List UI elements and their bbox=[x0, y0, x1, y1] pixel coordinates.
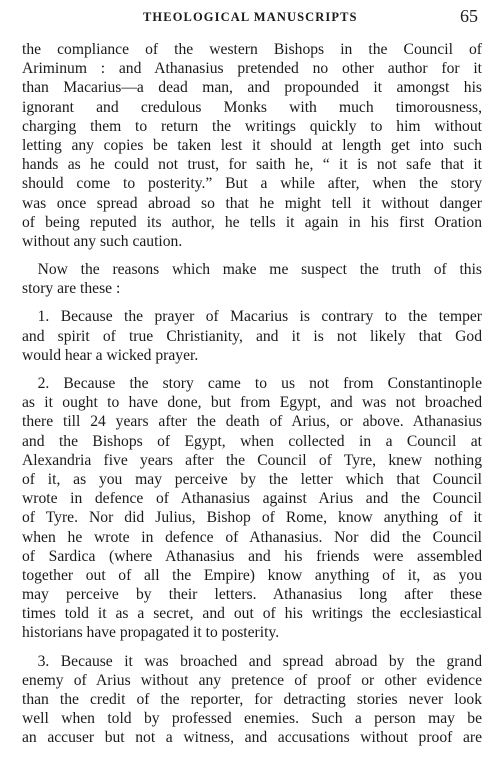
paragraph-gap bbox=[22, 365, 482, 374]
paragraph-gap bbox=[22, 251, 482, 260]
text-line: without any such caution. bbox=[22, 232, 183, 250]
paragraph bbox=[22, 652, 482, 748]
book-page bbox=[22, 0, 482, 748]
paragraph-gap bbox=[22, 643, 482, 652]
text-line: 2. Because the story came to us not from Constantinople bbox=[22, 375, 482, 392]
text-line: the compliance of the western Bishops in the Council of bbox=[22, 41, 482, 58]
paragraph bbox=[22, 307, 482, 365]
text-line: as it ought to have done, but from Egypt, and was not broached bbox=[22, 394, 482, 412]
text-line: letting any copies be taken lest it should at length get into such bbox=[22, 136, 482, 154]
text-line: there till 24 years after the death of Arius, or above. Athanasius bbox=[22, 413, 482, 431]
text-line: was once spread abroad so that he might tell it without danger bbox=[22, 194, 482, 212]
text-line: of Sardica (where Athanasius and his friends were assembled bbox=[22, 547, 482, 565]
paragraph bbox=[22, 260, 482, 298]
text-line: Alexandria five years after the Council of Tyre, knew nothing bbox=[22, 451, 482, 469]
text-line: of it, as you may perceive by the letter which that Council bbox=[22, 470, 482, 488]
text-line: together out of all the Empire) know anything of it, as you bbox=[22, 566, 482, 584]
text-line: 1. Because the prayer of Macarius is contrary to the temper bbox=[22, 308, 482, 326]
paragraph bbox=[22, 374, 482, 643]
text-line: well when told by professed enemies. Such a person may be bbox=[22, 710, 482, 728]
text-line: and spirit of true Christianity, and it is not likely that God bbox=[22, 327, 482, 345]
text-line: times told it as a secret, and out of his writings the ecclesiastical bbox=[22, 605, 482, 623]
text-line: wrote in defence of Athanasius against Arius and the Council bbox=[22, 490, 482, 508]
text-line: an accuser but not a witness, and accusations without proof are bbox=[22, 729, 482, 747]
text-line: should come to posterity.” But a while after, when the story bbox=[22, 175, 482, 193]
text-line: Now the reasons which make me suspect the truth of this bbox=[22, 261, 482, 279]
paragraph bbox=[22, 40, 482, 251]
running-title: THEOLOGICAL MANUSCRIPTS bbox=[143, 10, 358, 24]
running-head bbox=[22, 0, 482, 40]
text-line: than Macarius—a dead man, and propounded it amongst his bbox=[22, 79, 482, 97]
text-line: enemy of Arius without any pretence of proof or other evidence bbox=[22, 671, 482, 689]
text-line: story are these : bbox=[22, 280, 121, 298]
text-line: charging them to return the writings quickly to him without bbox=[22, 117, 482, 135]
text-line: may perceive by their letters. Athanasius long after these bbox=[22, 586, 482, 604]
text-line: historians have propagated it to posterity. bbox=[22, 624, 280, 642]
text-line: ignorant and credulous Monks with much timorousness, bbox=[22, 98, 482, 116]
body-text bbox=[22, 40, 482, 748]
text-line: would hear a wicked prayer. bbox=[22, 346, 199, 364]
text-line: 3. Because it was broached and spread abroad by the grand bbox=[22, 652, 482, 670]
paragraph-gap bbox=[22, 298, 482, 307]
text-line: Ariminum : and Athanasius pretended no other author for it bbox=[22, 60, 482, 78]
text-line: hands as he could not trust, for saith he, “ it is not safe that it bbox=[22, 156, 482, 174]
text-line: when he wrote in defence of Athanasius. Nor did the Council bbox=[22, 528, 482, 546]
text-line: and the Bishops of Egypt, when collected in a Council at bbox=[22, 432, 482, 450]
text-line: of Tyre. Nor did Julius, Bishop of Rome, know anything of it bbox=[22, 509, 482, 527]
page-number: 65 bbox=[460, 6, 478, 26]
text-line: than the credit of the reporter, for detracting stories never look bbox=[22, 691, 482, 708]
text-line: of being reputed its author, he tells it again in his first Oration bbox=[22, 213, 482, 231]
